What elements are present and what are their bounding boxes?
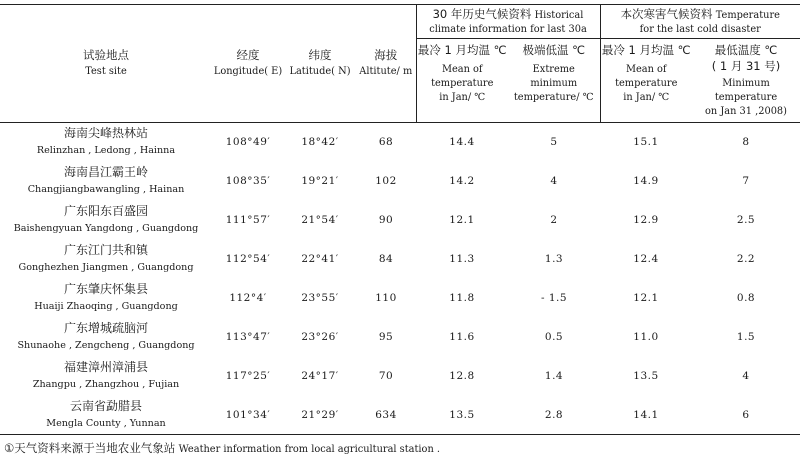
table-row — [0, 240, 800, 279]
c3-en-2: temperature — [615, 78, 678, 89]
cell-hist-min: 0.5 — [544, 331, 564, 343]
cell-lat: 24°17′ — [301, 370, 339, 382]
cell-cold-mean: 12.1 — [633, 292, 659, 304]
c2-en-3: temperature/ ℃ — [513, 92, 594, 103]
group1-en-b: climate information for last 30a — [429, 23, 587, 35]
cell-hist-min: - 1.5 — [540, 292, 568, 304]
site-name-zh: 广东江门共和镇 — [63, 243, 148, 257]
c4-en-2: on Jan 31 ,2008) — [705, 106, 787, 117]
cell-cold-mean: 12.4 — [633, 253, 659, 265]
site-name-zh: 广东肇庆怀集县 — [63, 282, 148, 296]
site-name-en: Mengla County , Yunnan — [46, 417, 166, 429]
cell-cold-min: 0.8 — [736, 292, 756, 304]
header-group-cold — [600, 5, 800, 39]
cell-lon: 108°35′ — [225, 175, 271, 187]
footnote-zh: ①天气资料来源于当地农业气象站 — [4, 441, 176, 455]
table-header — [0, 5, 800, 123]
cell-site — [0, 396, 212, 435]
c4-en-1: Minimum temperature — [714, 78, 778, 103]
site-name-zh: 福建漳州漳浦县 — [63, 360, 148, 374]
cell-hist-mean: 11.3 — [449, 253, 475, 265]
cell-lat: 23°26′ — [301, 331, 339, 343]
climate-table — [0, 4, 800, 435]
cell-hist-min: 2.8 — [508, 396, 600, 435]
cell-alt: 84 — [378, 253, 394, 265]
cell-hist-min: 4 — [550, 175, 558, 187]
group2-zh: 本次寒害气候资料 — [620, 6, 713, 21]
header-lat-en: Latitude( N) — [289, 66, 351, 77]
cell-hist-mean: 12.1 — [449, 214, 475, 226]
cell-hist-min: 2 — [550, 214, 558, 226]
cell-cold-min: 4 — [742, 370, 750, 382]
header-site-zh: 试验地点 — [83, 48, 129, 62]
table-row — [0, 162, 800, 201]
footnote-en: Weather information from local agricultural station . — [178, 444, 440, 455]
header-cold-min — [692, 39, 800, 123]
cell-cold-min: 2.5 — [736, 214, 756, 226]
cell-hist-mean: 14.4 — [449, 136, 475, 149]
cell-alt: 68 — [378, 136, 394, 149]
cell-cold-min: 7 — [742, 175, 750, 187]
cell-cold-mean: 11.0 — [633, 331, 659, 343]
cell-hist-min: 5 — [550, 136, 558, 149]
table-row — [0, 396, 800, 435]
c4-zh2: ( 1 月 31 号) — [711, 59, 781, 73]
c3-en-1: Mean of — [625, 64, 667, 75]
site-name-en: Zhangpu , Zhangzhou , Fujian — [32, 379, 180, 390]
c1-zh: 最冷 1 月均温 ℃ — [417, 43, 507, 57]
cell-lon: 117°25′ — [225, 370, 271, 382]
cell-alt: 90 — [378, 214, 394, 226]
cell-lat: 22°41′ — [301, 253, 339, 265]
cell-hist-mean: 11.6 — [449, 331, 475, 343]
table-row — [0, 279, 800, 318]
table-row — [0, 318, 800, 357]
c1-en-1: Mean of — [441, 64, 483, 75]
cell-cold-mean: 14.1 — [600, 396, 692, 435]
header-longitude — [212, 5, 284, 123]
header-site-en: Test site — [85, 66, 127, 77]
group1-zh: 30 年历史气候资料 — [432, 6, 532, 21]
cell-site — [0, 123, 212, 162]
cell-lon: 111°57′ — [225, 214, 271, 226]
footnote — [4, 440, 440, 456]
site-name-en: Baishengyuan Yangdong , Guangdong — [13, 223, 199, 234]
cell-site — [0, 279, 212, 318]
header-alt-zh: 海拔 — [374, 48, 398, 62]
cell-cold-min: 1.5 — [736, 331, 756, 343]
cell-hist-mean: 14.2 — [449, 175, 475, 187]
table-row — [0, 357, 800, 396]
cell-lat: 19°21′ — [301, 175, 339, 187]
cell-hist-min: 1.4 — [544, 370, 564, 382]
cell-alt: 102 — [375, 175, 397, 187]
cell-cold-min: 8 — [742, 136, 750, 149]
cell-site — [0, 201, 212, 240]
cell-site — [0, 357, 212, 396]
site-name-en: Huaiji Zhaoqing , Guangdong — [34, 301, 178, 312]
header-group-historical — [416, 5, 600, 39]
cell-site — [0, 162, 212, 201]
site-name-en: Changjiangbawangling , Hainan — [27, 184, 185, 195]
c2-en-1: Extreme — [532, 64, 575, 75]
cell-site — [0, 240, 212, 279]
c3-zh: 最冷 1 月均温 ℃ — [601, 43, 691, 57]
site-name-zh: 海南昌江霸王岭 — [63, 165, 148, 179]
cell-lat: 23°55′ — [301, 292, 339, 304]
cell-lon: 112°4′ — [229, 292, 267, 304]
cell-lon: 108°49′ — [225, 136, 271, 149]
cell-cold-min: 2.2 — [736, 253, 756, 265]
cell-alt: 95 — [378, 331, 394, 343]
header-lat-zh: 纬度 — [308, 48, 332, 62]
header-lon-en: Longitude( E) — [213, 66, 283, 77]
cell-alt: 634 — [356, 396, 416, 435]
c1-en-3: in Jan/ ℃ — [439, 92, 486, 103]
cell-hist-mean: 13.5 — [416, 396, 508, 435]
cell-alt: 70 — [378, 370, 394, 382]
header-altitude — [356, 5, 416, 123]
cell-cold-mean: 15.1 — [633, 136, 659, 149]
c1-en-2: temperature — [431, 78, 494, 89]
cell-hist-mean: 12.8 — [449, 370, 475, 382]
cell-alt: 110 — [375, 292, 397, 304]
group2-en-b: for the last cold disaster — [639, 23, 761, 35]
header-site — [0, 5, 212, 123]
cell-cold-mean: 12.9 — [633, 214, 659, 226]
cell-site — [0, 318, 212, 357]
table-row — [0, 123, 800, 162]
table-body — [0, 123, 800, 435]
c4-zh: 最低温度 ℃ — [714, 43, 778, 57]
cell-cold-min: 6 — [692, 396, 800, 435]
site-name-zh: 海南尖峰热林站 — [63, 126, 148, 141]
cell-hist-mean: 11.8 — [449, 292, 475, 304]
group1-en-a: Historical — [534, 9, 584, 21]
cell-lon: 113°47′ — [225, 331, 271, 343]
site-name-zh: 广东阳东百盛园 — [63, 204, 148, 218]
c2-zh: 极端低温 ℃ — [522, 43, 586, 57]
cell-cold-mean: 14.9 — [633, 175, 659, 187]
site-name-en: Relinzhan , Ledong , Hainna — [36, 145, 176, 157]
header-hist-min — [508, 39, 600, 123]
site-name-en: Gonghezhen Jiangmen , Guangdong — [18, 262, 194, 273]
c2-en-2: minimum — [530, 78, 578, 89]
site-name-zh: 广东增城疏脑河 — [63, 321, 148, 335]
header-cold-mean — [600, 39, 692, 123]
header-alt-en: Altitute/ m — [359, 66, 413, 77]
header-hist-mean — [416, 39, 508, 123]
header-latitude — [284, 5, 356, 123]
cell-lat: 21°54′ — [301, 214, 339, 226]
header-lon-zh: 经度 — [236, 48, 260, 62]
cell-lon: 112°54′ — [225, 253, 271, 265]
cell-hist-min: 1.3 — [544, 253, 564, 265]
cell-lat: 18°42′ — [301, 136, 339, 149]
cell-cold-mean: 13.5 — [633, 370, 659, 382]
site-name-en: Shunaohe , Zengcheng , Guangdong — [17, 340, 195, 351]
group2-en-a: Temperature — [715, 9, 780, 21]
table-row — [0, 201, 800, 240]
site-name-zh: 云南省勐腊县 — [69, 398, 142, 413]
cell-lon: 101°34′ — [212, 396, 284, 435]
c3-en-3: in Jan/ ℃ — [623, 92, 670, 103]
cell-lat: 21°29′ — [284, 396, 356, 435]
